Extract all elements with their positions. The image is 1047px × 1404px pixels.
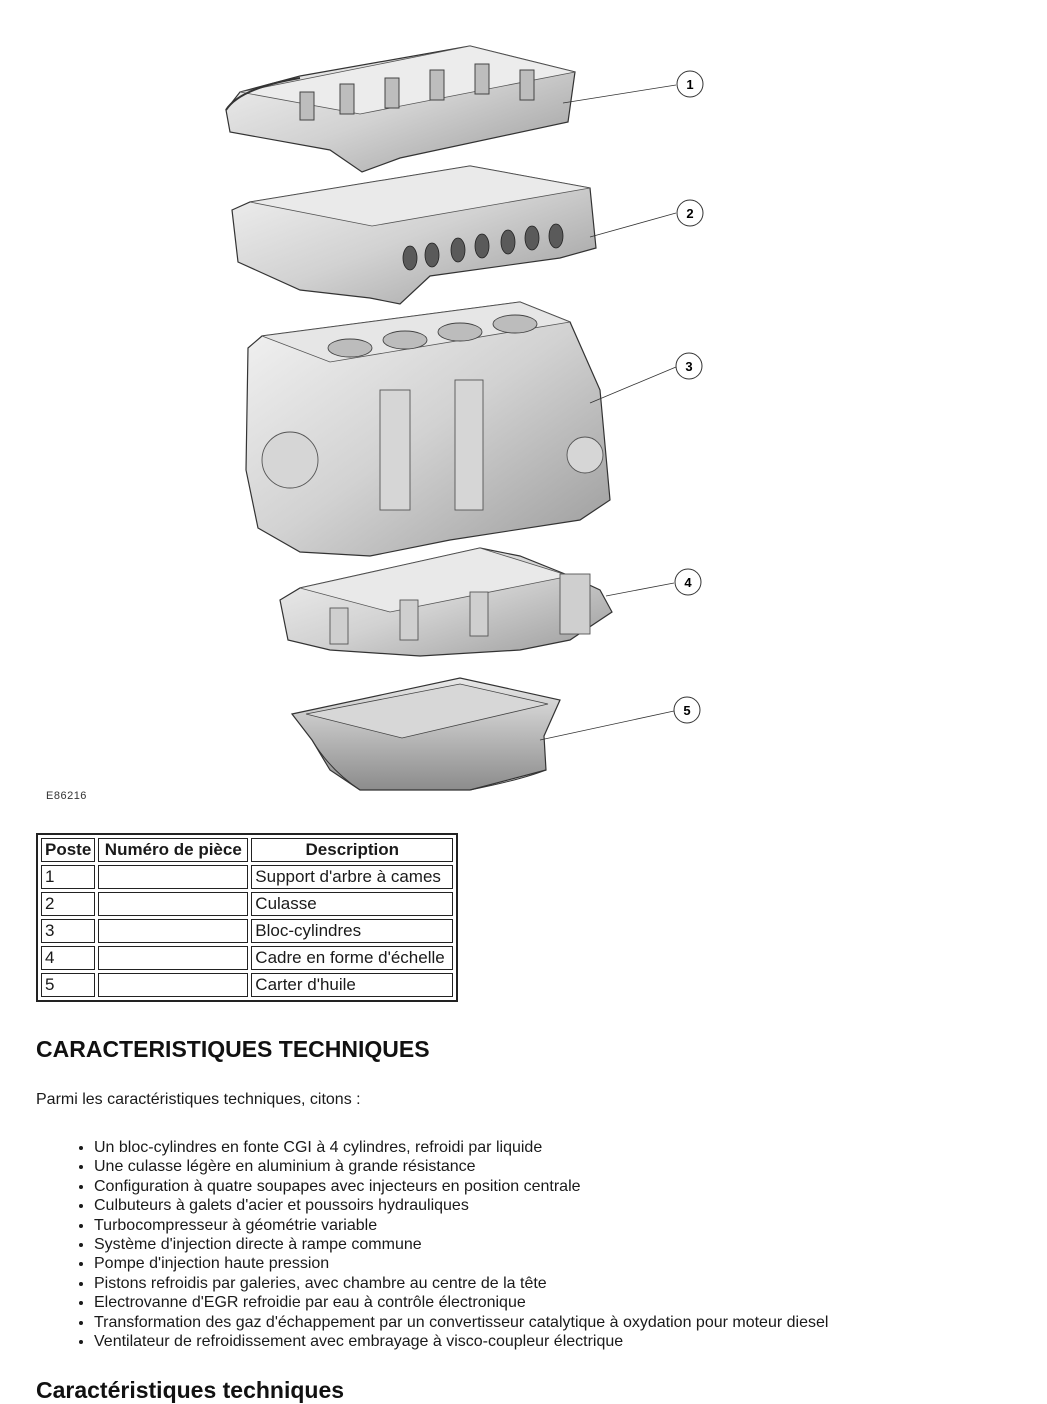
table-row bbox=[41, 946, 453, 970]
list-item: • Un bloc-cylindres en fonte CGI à 4 cylindres, refroidi par liquide bbox=[94, 1138, 828, 1157]
table-header-row bbox=[41, 838, 453, 862]
cell-description: Support d'arbre à cames bbox=[251, 865, 453, 889]
section-intro: Parmi les caractéristiques techniques, citons : bbox=[36, 1091, 361, 1108]
list-item: • Configuration à quatre soupapes avec injecteurs en position centrale bbox=[94, 1177, 828, 1196]
callout-2-label: 2 bbox=[686, 206, 694, 221]
table-row bbox=[41, 865, 453, 889]
cell-poste: 4 bbox=[41, 946, 95, 970]
cylinder-head-part bbox=[232, 166, 596, 304]
cell-part-number bbox=[98, 892, 248, 916]
list-item: • Pistons refroidis par galeries, avec chambre au centre de la tête bbox=[94, 1274, 828, 1293]
cell-part-number bbox=[98, 919, 248, 943]
cell-description: Cadre en forme d'échelle bbox=[251, 946, 453, 970]
table-row bbox=[41, 919, 453, 943]
cell-poste: 2 bbox=[41, 892, 95, 916]
parts-table bbox=[36, 833, 458, 1002]
callout-5-label: 5 bbox=[683, 703, 691, 718]
features-list bbox=[70, 1138, 828, 1351]
cell-poste: 1 bbox=[41, 865, 95, 889]
camshaft-carrier-part bbox=[226, 46, 575, 172]
cell-part-number bbox=[98, 865, 248, 889]
cell-description: Bloc-cylindres bbox=[251, 919, 453, 943]
callout-2 bbox=[677, 200, 703, 226]
figure-id: E86216 bbox=[46, 790, 87, 802]
list-item: • Ventilateur de refroidissement avec embrayage à visco-coupleur électrique bbox=[94, 1332, 828, 1351]
header-part-number: Numéro de pièce bbox=[98, 838, 248, 862]
header-description: Description bbox=[251, 838, 453, 862]
list-item: • Culbuteurs à galets d'acier et poussoirs hydrauliques bbox=[94, 1196, 828, 1215]
list-item: • Une culasse légère en aluminium à grande résistance bbox=[94, 1157, 828, 1176]
list-item: • Système d'injection directe à rampe commune bbox=[94, 1235, 828, 1254]
ladder-frame-part bbox=[280, 548, 612, 656]
callout-4 bbox=[675, 569, 701, 595]
cell-description: Carter d'huile bbox=[251, 973, 453, 997]
cell-part-number bbox=[98, 973, 248, 997]
header-poste: Poste bbox=[41, 838, 95, 862]
table-row bbox=[41, 892, 453, 916]
cylinder-block-part bbox=[246, 302, 610, 556]
callout-4-label: 4 bbox=[684, 575, 692, 590]
oil-pan-part bbox=[292, 678, 560, 790]
list-item: • Electrovanne d'EGR refroidie par eau à contrôle électronique bbox=[94, 1293, 828, 1312]
table-row bbox=[41, 973, 453, 997]
callout-5 bbox=[674, 697, 700, 723]
callout-1 bbox=[677, 71, 703, 97]
callout-3 bbox=[676, 353, 702, 379]
cell-poste: 3 bbox=[41, 919, 95, 943]
section-title: CARACTERISTIQUES TECHNIQUES bbox=[36, 1036, 430, 1062]
cell-part-number bbox=[98, 946, 248, 970]
next-section-heading: Caractéristiques techniques bbox=[36, 1377, 345, 1403]
cell-poste: 5 bbox=[41, 973, 95, 997]
list-item: • Pompe d'injection haute pression bbox=[94, 1254, 828, 1273]
cell-description: Culasse bbox=[251, 892, 453, 916]
callout-3-label: 3 bbox=[685, 359, 693, 374]
list-item: • Transformation des gaz d'échappement par un convertisseur catalytique à oxydation pour moteur diesel bbox=[94, 1313, 828, 1332]
callout-1-label: 1 bbox=[686, 77, 694, 92]
list-item: • Turbocompresseur à géométrie variable bbox=[94, 1216, 828, 1235]
